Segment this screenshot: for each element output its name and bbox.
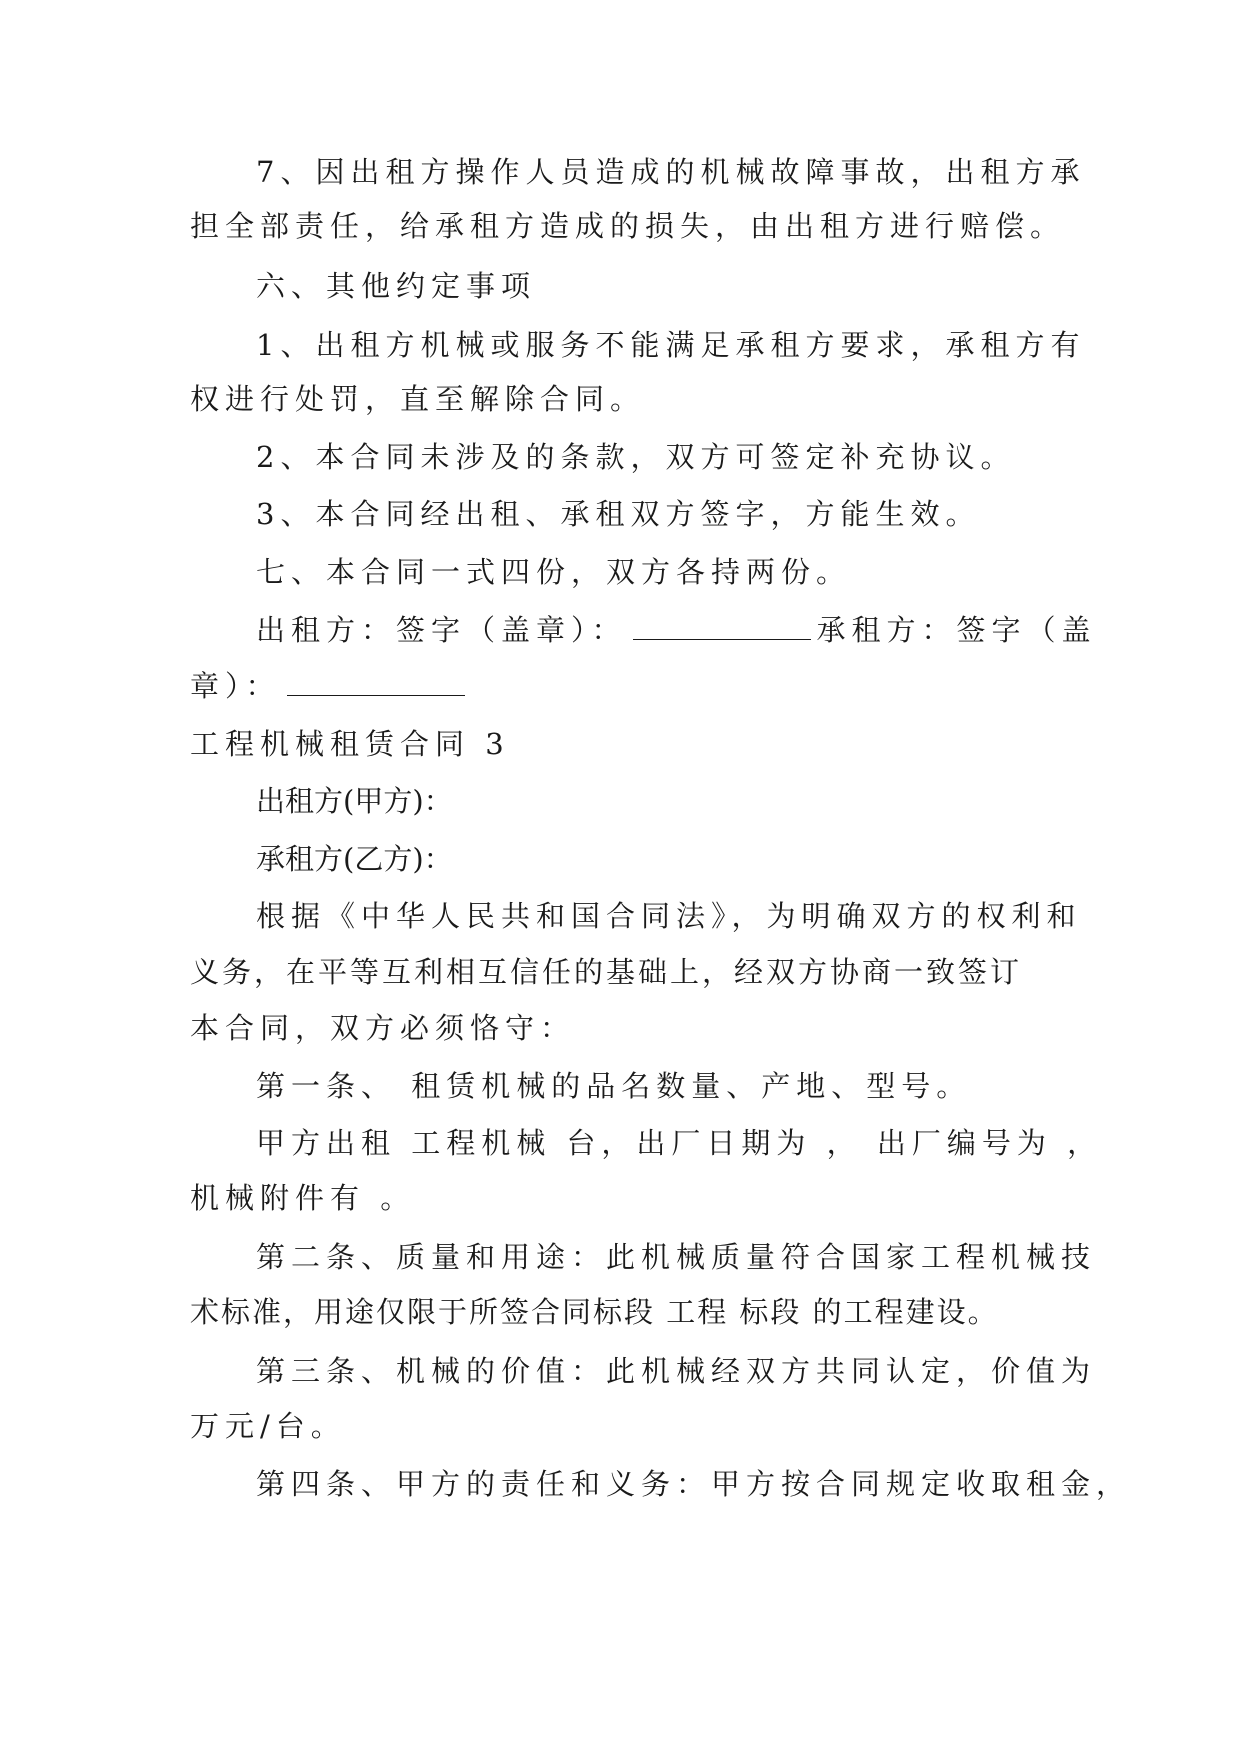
article-2-line-2: 术标准，用途仅限于所签合同标段 工程 标段 的工程建设。	[190, 1295, 999, 1329]
article-3-line-2: 万元/台。	[190, 1409, 346, 1443]
preamble-line-1: 根据《中华人民共和国合同法》，为明确双方的权利和	[256, 899, 1082, 933]
lessee-signature-label-cont: 章）：	[190, 669, 281, 703]
section-6-heading: 六、其他约定事项	[256, 269, 537, 303]
other-3: 3、本合同经出租、承租双方签字，方能生效。	[256, 497, 981, 531]
clause-7-line-1: 7、因出租方操作人员造成的机械故障事故，出租方承	[256, 155, 1086, 189]
party-a-line: 出租方(甲方)：	[256, 784, 453, 818]
signature-line-2	[190, 666, 471, 706]
signature-line-1	[256, 610, 1097, 650]
lessee-signature-blank	[287, 669, 465, 696]
other-1-line-1: 1、出租方机械或服务不能满足承租方要求，承租方有	[256, 328, 1086, 362]
article-1-detail-line-2: 机械附件有 。	[190, 1181, 416, 1215]
lessee-signature-label: 承租方：签字（盖	[816, 613, 1097, 647]
preamble-line-3: 本合同，双方必须恪守：	[190, 1011, 576, 1045]
clause-7-line-2: 担全部责任，给承租方造成的损失，由出租方进行赔偿。	[190, 209, 1066, 243]
lessor-signature-label: 出租方：签字（盖章）：	[256, 613, 627, 647]
section-7: 七、本合同一式四份，双方各持两份。	[256, 555, 852, 589]
lessor-signature-blank	[633, 613, 811, 640]
article-4-line-1: 第四条、甲方的责任和义务：甲方按合同规定收取租金，	[256, 1467, 1132, 1501]
party-b-line: 承租方(乙方)：	[256, 842, 453, 876]
article-1: 第一条、 租赁机械的品名数量、产地、型号。	[256, 1069, 972, 1103]
other-2: 2、本合同未涉及的条款，双方可签定补充协议。	[256, 440, 1016, 474]
preamble-line-2: 义务，在平等互利相互信任的基础上，经双方协商一致签订	[190, 955, 1023, 989]
other-1-line-2: 权进行处罚，直至解除合同。	[190, 382, 646, 416]
article-1-detail-line-1: 甲方出租 工程机械 台，出厂日期为 ， 出厂编号为 ，	[256, 1126, 1103, 1160]
contract-title: 工程机械租赁合同 3	[190, 727, 510, 761]
article-3-line-1: 第三条、机械的价值：此机械经双方共同认定，价值为	[256, 1354, 1097, 1388]
article-2-line-1: 第二条、质量和用途：此机械质量符合国家工程机械技	[256, 1240, 1097, 1274]
